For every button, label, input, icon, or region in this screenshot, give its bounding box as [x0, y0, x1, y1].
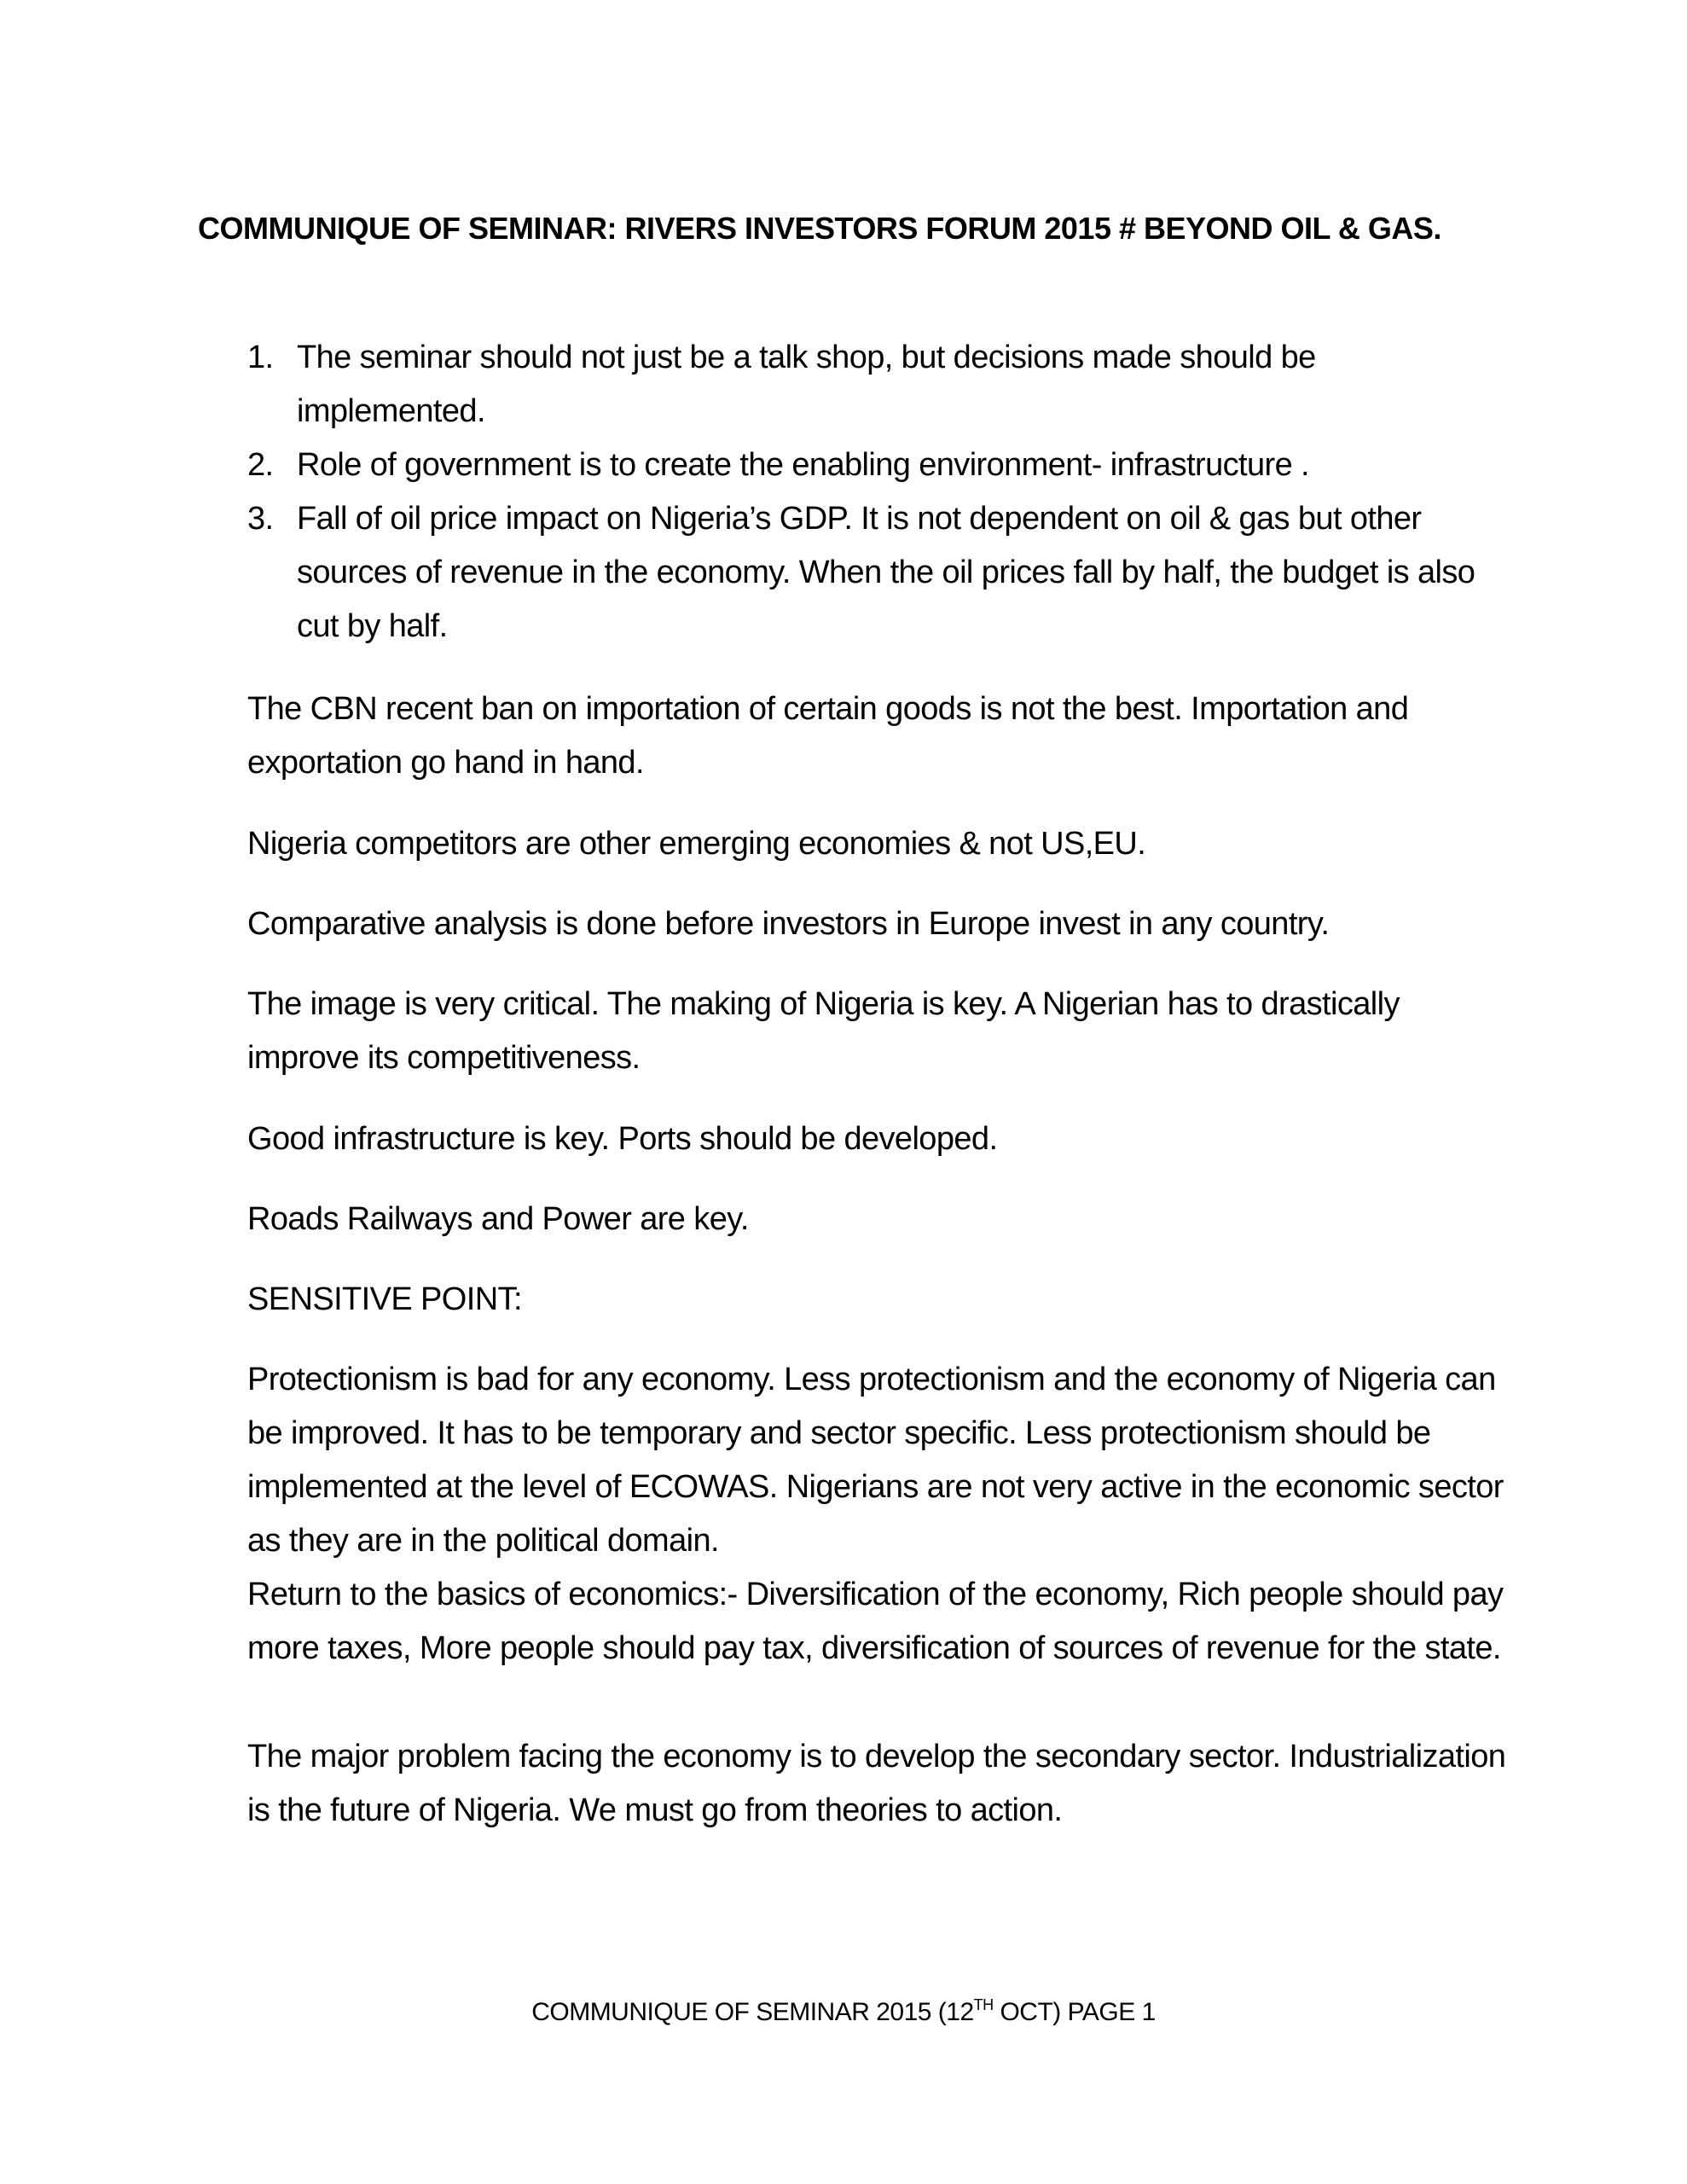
paragraph-image-critical: The image is very critical. The making of Nigeria is key. A Nigerian has to drastically improve its competitiveness.	[247, 986, 1400, 1076]
list-item	[247, 331, 1510, 439]
list-item	[247, 439, 1510, 492]
paragraph-basics-of-economics: Return to the basics of economics:- Diversification of the economy, Rich people should pay more taxes, More people should pay tax, diversification of sources of revenue for the state.	[247, 1577, 1504, 1666]
list-item	[247, 492, 1510, 653]
paragraph-major-problem: The major problem facing the economy is to develop the secondary sector. Industrialization is the future of Nigeria. We must go from theories to action.	[247, 1739, 1506, 1828]
list-item-number: 2.	[247, 447, 274, 483]
footer-text-prefix: COMMUNIQUE OF SEMINAR 2015 (12	[531, 1998, 974, 2026]
footer-text-suffix: OCT) PAGE 1	[993, 1998, 1156, 2026]
document-title: COMMUNIQUE OF SEMINAR: RIVERS INVESTORS FORUM 2015 # BEYOND OIL & GAS.	[198, 211, 1441, 246]
list-item-text: The seminar should not just be a talk shop, but decisions made should be implemented.	[297, 340, 1316, 429]
list-item-text: Fall of oil price impact on Nigeria’s GDP. It is not dependent on oil & gas but other sources of revenue in the economy. When the oil prices fall by half, the budget is also cut by half.	[297, 501, 1475, 644]
paragraph-competitors: Nigeria competitors are other emerging economies & not US,EU.	[247, 826, 1146, 862]
paragraph-infrastructure: Good infrastructure is key. Ports should be developed.	[247, 1121, 998, 1157]
page-footer	[0, 1996, 1687, 2027]
paragraph-comparative-analysis: Comparative analysis is done before investors in Europe invest in any country.	[247, 906, 1330, 942]
paragraph-cbn-ban: The CBN recent ban on importation of certain goods is not the best. Importation and exportation go hand in hand.	[247, 691, 1409, 781]
list-item-number: 3.	[247, 501, 274, 537]
paragraph-protectionism: Protectionism is bad for any economy. Less protectionism and the economy of Nigeria can be improved. It has to be temporary and sector specific. Less protectionism should be implemented at the level of ECOWAS. Nigerians are not very active in the economic sector as they are in the political domain.	[247, 1362, 1504, 1559]
list-item-text: Role of government is to create the enabling environment- infrastructure .	[297, 447, 1310, 483]
list-item-number: 1.	[247, 340, 274, 375]
paragraph-roads-railways: Roads Railways and Power are key.	[247, 1201, 749, 1237]
section-heading-sensitive-point: SENSITIVE POINT:	[247, 1281, 522, 1317]
footer-superscript: TH	[973, 1996, 994, 2013]
numbered-list	[247, 331, 1510, 653]
